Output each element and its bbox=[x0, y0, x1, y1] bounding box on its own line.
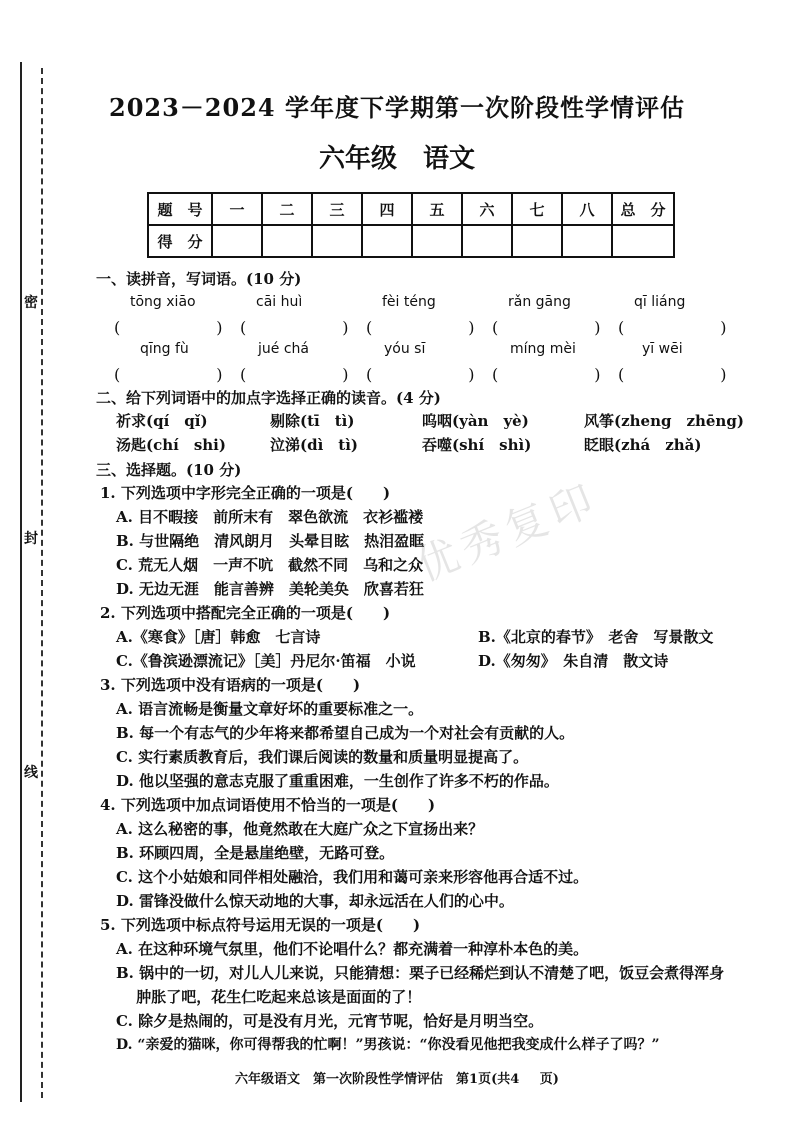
reading-choice: 泣涕(dì tì) bbox=[270, 436, 359, 454]
question-2-stem: 2. 下列选项中搭配完全正确的一项是( ) bbox=[100, 604, 391, 622]
score-header-cell: 五 bbox=[412, 193, 462, 225]
q5-option-c: C. 除夕是热闹的，可是没有月光，元宵节呢，恰好是月明当空。 bbox=[116, 1012, 544, 1030]
q5-option-b-cont: 肿胀了吧，花生仁吃起来总该是面面的了！ bbox=[116, 988, 422, 1006]
score-row-label: 得 分 bbox=[148, 225, 212, 257]
score-cell[interactable] bbox=[212, 225, 262, 257]
score-table-score-row bbox=[148, 225, 674, 257]
q4-option-b: B. 环顾四周，全是悬崖绝壁，无路可登。 bbox=[116, 844, 395, 862]
page-title: 2023－2024 学年度下学期第一次阶段性学情评估 bbox=[109, 93, 685, 122]
answer-blank[interactable]: ( ) bbox=[618, 365, 727, 384]
q5-option-a: A. 在这种环境气氛里，他们不论唱什么？都充满着一种淳朴本色的美。 bbox=[116, 940, 589, 958]
score-header-cell: 四 bbox=[362, 193, 412, 225]
score-cell[interactable] bbox=[612, 225, 674, 257]
answer-blank[interactable]: ( ) bbox=[492, 318, 601, 337]
reading-choice: 风筝(zheng zhēng) bbox=[584, 412, 744, 430]
pinyin-item: rǎn gāng bbox=[508, 294, 571, 310]
q4-option-c: C. 这个小姑娘和同伴相处融洽，我们用和蔼可亲来形容他再合适不过。 bbox=[116, 868, 589, 886]
q3-option-b: B. 每一个有志气的少年将来都希望自己成为一个对社会有贡献的人。 bbox=[116, 724, 575, 742]
answer-blank[interactable]: ( ) bbox=[366, 365, 475, 384]
q1-option-a: A. 目不暇接 前所末有 翠色欲流 衣衫褴褛 bbox=[116, 508, 424, 526]
page-subtitle: 六年级 语文 bbox=[318, 144, 475, 174]
reading-choice: 汤匙(chí shi) bbox=[116, 436, 226, 454]
answer-blank[interactable]: ( ) bbox=[366, 318, 475, 337]
reading-choice: 吞噬(shí shì) bbox=[422, 436, 532, 454]
q5-option-b: B. 锅中的一切，对儿人儿来说，只能猜想：栗子已经稀烂到认不清楚了吧，饭豆会煮得浑身 bbox=[116, 964, 725, 982]
section-3-title: 三、选择题。(10 分) bbox=[96, 461, 242, 479]
score-table-header-row bbox=[148, 193, 674, 225]
q2-option-a: A.《寒食》［唐］韩愈 七言诗 bbox=[116, 628, 321, 646]
question-4-stem: 4. 下列选项中加点词语使用不恰当的一项是( ) bbox=[100, 796, 436, 814]
pinyin-item: jué chá bbox=[258, 341, 309, 357]
pinyin-item: yóu sī bbox=[384, 341, 426, 357]
pinyin-item: qī liáng bbox=[634, 294, 686, 310]
q3-option-a: A. 语言流畅是衡量文章好坏的重要标准之一。 bbox=[116, 700, 424, 718]
score-header-cell: 一 bbox=[212, 193, 262, 225]
score-header-cell: 六 bbox=[462, 193, 512, 225]
answer-blank[interactable]: ( ) bbox=[618, 318, 727, 337]
binding-line-solid bbox=[20, 62, 22, 1102]
reading-choice: 眨眼(zhá zhǎ) bbox=[584, 436, 702, 454]
section-2-title: 二、给下列词语中的加点字选择正确的读音。(4 分) bbox=[96, 389, 441, 407]
section-1-title: 一、读拼音，写词语。(10 分) bbox=[96, 270, 302, 288]
margin-label-mi: 密 bbox=[22, 292, 40, 312]
pinyin-item: míng mèi bbox=[510, 341, 576, 357]
q2-option-c: C.《鲁滨逊漂流记》［美］丹尼尔·笛福 小说 bbox=[116, 652, 416, 670]
q1-option-b: B. 与世隔绝 清风朗月 头晕目眩 热泪盈眶 bbox=[116, 532, 425, 550]
score-cell[interactable] bbox=[562, 225, 612, 257]
q1-option-d: D. 无边无涯 能言善辨 美轮美奂 欣喜若狂 bbox=[116, 580, 424, 598]
answer-blank[interactable]: ( ) bbox=[114, 318, 223, 337]
q3-option-d: D. 他以坚强的意志克服了重重困难，一生创作了许多不朽的作品。 bbox=[116, 772, 559, 790]
score-header-cell: 题 号 bbox=[148, 193, 212, 225]
pinyin-item: qīng fù bbox=[140, 341, 189, 357]
answer-blank[interactable]: ( ) bbox=[240, 318, 349, 337]
reading-choice: 祈求(qí qǐ) bbox=[116, 412, 208, 430]
answer-blank[interactable]: ( ) bbox=[492, 365, 601, 384]
score-table bbox=[147, 192, 675, 258]
pinyin-item: tōng xiāo bbox=[130, 294, 196, 310]
pinyin-item: cāi huì bbox=[256, 294, 303, 310]
score-cell[interactable] bbox=[412, 225, 462, 257]
score-cell[interactable] bbox=[362, 225, 412, 257]
pinyin-item: yī wēi bbox=[642, 341, 683, 357]
score-header-cell: 七 bbox=[512, 193, 562, 225]
binding-line-dashed bbox=[41, 68, 43, 1098]
page-footer: 六年级语文 第一次阶段性学情评估 第1页(共4 页) bbox=[235, 1072, 559, 1087]
score-cell[interactable] bbox=[312, 225, 362, 257]
score-header-cell: 八 bbox=[562, 193, 612, 225]
score-cell[interactable] bbox=[462, 225, 512, 257]
margin-label-feng: 封 bbox=[22, 528, 40, 548]
reading-choice: 呜咽(yàn yè) bbox=[422, 412, 529, 430]
score-header-cell: 三 bbox=[312, 193, 362, 225]
score-header-cell: 总 分 bbox=[612, 193, 674, 225]
answer-blank[interactable]: ( ) bbox=[240, 365, 349, 384]
pinyin-item: fèi téng bbox=[382, 294, 436, 310]
q4-option-d: D. 雷锋没做什么惊天动地的大事，却永远活在人们的心中。 bbox=[116, 892, 514, 910]
question-1-stem: 1. 下列选项中字形完全正确的一项是( ) bbox=[100, 484, 391, 502]
q5-option-d: D. “亲爱的猫咪，你可得帮我的忙啊！”男孩说：“你没看见他把我变成什么样子了吗？” bbox=[116, 1037, 660, 1053]
question-3-stem: 3. 下列选项中没有语病的一项是( ) bbox=[100, 676, 361, 694]
watermark: 优秀复印 bbox=[408, 473, 606, 591]
q4-option-a: A. 这么秘密的事，他竟然敢在大庭广众之下宣扬出来？ bbox=[116, 820, 484, 838]
score-cell[interactable] bbox=[262, 225, 312, 257]
q1-option-c: C. 荒无人烟 一声不吭 截然不同 乌和之众 bbox=[116, 556, 424, 574]
margin-label-xian: 线 bbox=[22, 762, 40, 782]
question-5-stem: 5. 下列选项中标点符号运用无误的一项是( ) bbox=[100, 916, 421, 934]
q3-option-c: C. 实行素质教育后，我们课后阅读的数量和质量明显提高了。 bbox=[116, 748, 529, 766]
score-cell[interactable] bbox=[512, 225, 562, 257]
score-header-cell: 二 bbox=[262, 193, 312, 225]
answer-blank[interactable]: ( ) bbox=[114, 365, 223, 384]
q2-option-b: B.《北京的春节》 老舍 写景散文 bbox=[478, 628, 714, 646]
reading-choice: 剔除(tī tì) bbox=[270, 412, 355, 430]
q2-option-d: D.《匆匆》 朱自清 散文诗 bbox=[478, 652, 669, 670]
